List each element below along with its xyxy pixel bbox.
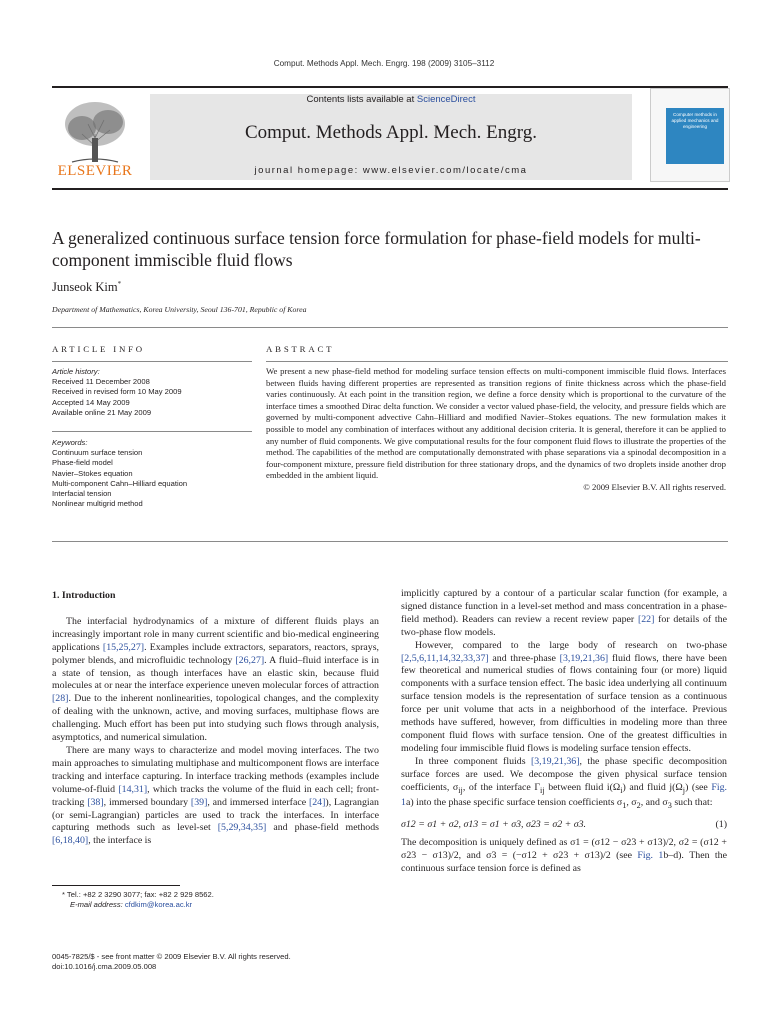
paragraph: In three component fluids [3,19,21,36], the phase specific decomposition surface forces are used. We decompose the given physical surface tension coefficients, $\sigma_{ij}$, of the interface $\Gamma_{ij}$ between fluid $i(\Omega_i)$ and fluid $j(\Omega_j)$ (see Fig. 1a) into the phase specific surface tension coefficients $\sigma_1$, $\sigma_2$, and $\sigma_3$ such that: [401,755,728,811]
figure-link[interactable]: Fig. 1 [401,781,728,809]
abstract-rule [266,361,728,362]
citation-link[interactable]: [15,25,27] [102,641,145,653]
paragraph: There are many ways to characterize and model moving interfaces. The two main approaches to simulating multiphase and multicomponent flows are interface tracking and interface capturing. In interface tracking methods (examples include volume-of-fluid [14,31], which tracks the volume of the fluid in each cell; front-tracking [38], immersed boundary [39], and immersed interface [24]), Lagrangian (or semi-Lagrangian) particles are used to track the interfaces. In interface capturing methods such as level-set [5,29,34,35] and phase-field methods [6,18,40], the interface is [52,744,380,847]
footnote-email-line: E-mail address: cfdkim@korea.ac.kr [70,900,193,910]
keyword-item: Navier–Stokes equation [52,468,133,478]
footnote-corresponding [62,890,382,911]
citation-link[interactable]: [28] [52,693,69,705]
citation-link[interactable]: [5,29,34,35] [217,822,267,834]
abstract-body [266,366,726,494]
history-item: Received in revised form 10 May 2009 [52,387,182,397]
equation-number: (1) [715,819,727,831]
keywords-label: Keywords: [52,438,88,447]
title-bottom-rule [52,327,728,328]
keyword-item: Multi-component Cahn–Hilliard equation [52,478,188,488]
author-line [52,280,121,295]
history-item: Accepted 14 May 2009 [52,397,130,407]
keyword-item: Phase-field model [52,458,113,468]
citation-link[interactable]: [39] [190,796,208,808]
section-title: 1. Introduction [52,590,116,601]
journal-title: Comput. Methods Appl. Mech. Engrg. [244,122,538,143]
citation-link[interactable]: [2,5,6,11,14,32,33,37] [401,652,489,664]
keyword-item: Interfacial tension [52,489,112,499]
keywords-block [52,438,252,509]
front-matter: 0045-7825/$ - see front matter © 2009 Elsevier B.V. All rights reserved. [52,952,291,961]
keyword-item: Nonlinear multigrid method [52,499,143,509]
citation-link[interactable]: [26,27] [235,654,265,666]
figure-link[interactable]: Fig. 1 [637,850,664,862]
equation-row [401,819,727,832]
affiliation: Department of Mathematics, Korea University, Seoul 136-701, Republic of Korea [52,305,307,314]
citation-link[interactable]: [24] [308,796,326,808]
abstract-heading: ABSTRACT [266,344,335,354]
citation-link[interactable]: [3,19,21,36] [559,652,609,664]
history-item: Available online 21 May 2009 [52,407,152,417]
equation: σ12 = σ1 + σ2, σ13 = σ1 + σ3, σ23 = σ2 + σ3. [401,819,587,831]
article-info-heading: ARTICLE INFO [52,344,145,354]
contents-line [150,94,632,105]
abstract-text: We present a new phase-field method for modeling surface tension effects on multi-component immiscible fluid flows. Interfaces between fluids having different properties are represented as transition regions of finite thickness across which the phase-field varies continuously. At each point in the transition region, we define a force density which is proportional to the curvature of the interface times a smoothed Dirac delta function. We consider a vector valued phase-field, the velocity, and pressure fields which are governed by multi-component advective Cahn–Hilliard and modified Navier–Stokes equations. The new formulation makes it possible to model any combination of interfaces without any additional decision criteria. It is general, therefore it can be applied to any number of fluid components. We give computational results for the four component fluid flows to illustrate the properties of the method. The capabilities of the method are computationally demonstrated with phase separations via a spinodal decomposition in a four-component mixture, pressure field distribution for three stationary drops, and the dynamics of two droplets inside another drop embedded in the ambient liquid. [266,366,726,481]
publisher-name: ELSEVIER [57,163,133,179]
doi[interactable]: doi:10.1016/j.cma.2009.05.008 [52,962,157,972]
author-footnote-mark[interactable]: * [117,280,122,288]
journal-cover-text: Computer methods in applied mechanics and engineering [671,112,719,129]
header-top-rule [52,86,728,88]
article-title: A generalized continuous surface tension force formulation for phase-field models for multi-component immiscible fluid flows [52,228,701,270]
journal-citation: Comput. Methods Appl. Mech. Engrg. 198 (2009) 3105–3112 [273,59,495,68]
history-item: Received 11 December 2008 [52,377,150,387]
right-column [401,588,727,876]
paragraph: The interfacial hydrodynamics of a mixture of different fluids plays an increasingly important role in many current scientific and bio-medical engineering applications [15,25,27]. Examples include extractors, separators, reactors, sprays, polymer blends, and microfluidic technology [26,27]. A fluid–fluid interface is in a state of tension, as though interfaces have an elastic skin, because fluid molecules at or near the interface experience uneven molecular forces of attraction [28]. Due to the inherent nonlinearities, topological changes, and the complexity of dealing with the unknown, active, and moving surfaces, multiphase flows are challenging. Much effort has been put into studying such flows through analysis, asymptotics, and numerical simulation. [52,615,380,744]
sciencedirect-link[interactable]: ScienceDirect [416,94,476,105]
header-bottom-rule [52,188,728,190]
paragraph: implicitly captured by a contour of a particular scalar function (for example, a signed distance function in a level-set method and mass concentration in a phase-field method). Readers can review a recent review paper [22] for details of the two-phase flow models. [401,588,727,638]
keyword-item: Continuum surface tension [52,448,143,458]
front-matter-block [52,952,412,973]
citation-link[interactable]: [38] [87,796,104,808]
article-info [52,367,252,418]
citation-link[interactable]: [22] [637,613,655,625]
history-label: Article history: [52,367,100,376]
citation-link[interactable]: [14,31] [118,783,148,795]
left-column [52,590,379,848]
email-link[interactable]: cfdkim@korea.ac.kr [124,900,193,910]
citation-link[interactable]: [6,18,40] [52,835,89,847]
paragraph: The decomposition is uniquely defined as σ1 = (σ12 − σ23 + σ13)/2, σ2 = (σ12 + σ23 − σ13)/2, and σ3 = (−σ12 + σ23 + σ13)/2 (see Fig. 1b–d). Then the continuous surface tension force is defined as [401,837,727,875]
abstract-bottom-rule [52,541,728,542]
contents-prefix: Contents lists available at [306,94,417,105]
paragraph: However, compared to the large body of research on two-phase [2,5,6,11,14,32,33,37] and three-phase [3,19,21,36] fluid flows, there have been few theoretical and numerical studies of flows containing four (or more) liquid components with a surface tension effect. The basic idea underlying all continuum surface tension models is the representation of surface tension as a continuous force per unit volume that acts in a neighborhood of the interface. Previous methods have suffered, however, from difficulties in modeling more than three component fluid flows with surface tension. One of the greatest difficulties in modeling four immiscible fluid flows is modeling surface tension effects. [401,639,727,754]
journal-homepage[interactable]: journal homepage: www.elsevier.com/locate/cma [254,165,528,176]
citation-link[interactable]: [3,19,21,36] [530,755,580,767]
author-name: Junseok Kim [52,280,118,295]
keywords-rule [52,431,252,432]
footnote-rule [52,885,180,886]
footnote-contact: * Tel.: +82 2 3290 3077; fax: +82 2 929 8562. [62,890,214,899]
article-info-rule [52,361,252,362]
abstract-copyright: © 2009 Elsevier B.V. All rights reserved. [583,481,726,492]
